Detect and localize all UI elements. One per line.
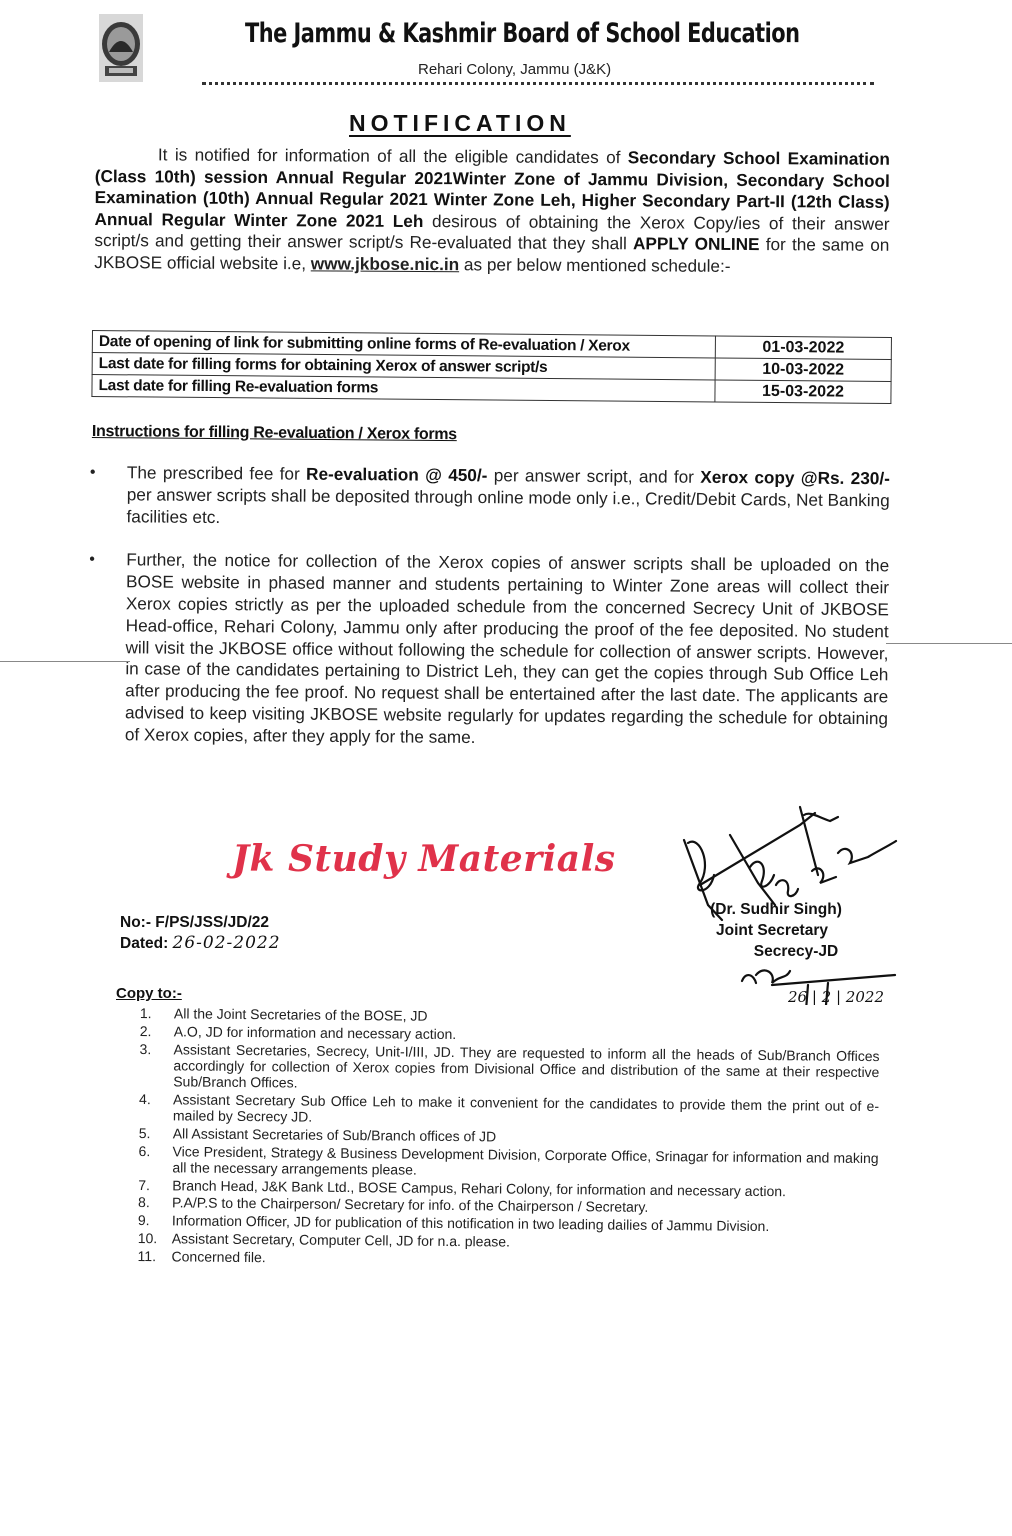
item-number: 8. <box>138 1194 150 1211</box>
item-text: All Assistant Secretaries of Sub/Branch offices of JD <box>172 1125 497 1145</box>
intro-text-3: for the same on JKBOSE official website i.e, <box>94 234 890 274</box>
schedule-label: Last date for filling forms for obtaining Xerox of answer script/s <box>92 353 715 380</box>
item-text: Assistant Secretary Sub Office Leh to make it convenient for the candidates to provide them the print out of e-mailed by Secrecy JD. <box>172 1091 880 1125</box>
bullet-icon: • <box>89 551 95 569</box>
scan-artifact-line <box>886 643 1012 644</box>
schedule-date: 15-03-2022 <box>715 380 891 404</box>
item-number: 11. <box>137 1247 157 1264</box>
list-item <box>89 462 889 534</box>
schedule-label: Date of opening of link for submitting online forms of Re-evaluation / Xerox <box>92 331 715 358</box>
board-address: Rehari Colony, Jammu (J&K) <box>418 61 612 78</box>
list-item <box>139 1041 879 1097</box>
item-number: 1. <box>139 1005 152 1022</box>
item-text: All the Joint Secretaries of the BOSE, JD <box>173 1005 428 1024</box>
bullet-text: per answer script, and for <box>487 465 701 487</box>
signatory-designation: Joint Secretary <box>716 922 828 939</box>
item-number: 6. <box>138 1142 151 1159</box>
schedule-date: 01-03-2022 <box>715 336 891 360</box>
copy-to-heading: Copy to:- <box>116 985 182 1002</box>
watermark-text: Jk Study Materials <box>232 838 616 880</box>
reference-date <box>120 933 281 954</box>
schedule-table <box>91 330 892 404</box>
item-text: Concerned file. <box>171 1248 266 1265</box>
intro-text-2: desirous of obtaining the Xerox Copy/ies of their answer script/s and getting their answer script/s Re-evaluated that they shall <box>94 210 890 254</box>
schedule-date: 10-03-2022 <box>715 358 891 382</box>
item-text: Branch Head, J&K Bank Ltd., BOSE Campus, Rehari Colony, for information and necessary action. <box>172 1176 787 1199</box>
instructions-heading: Instructions for filling Re-evaluation / Xerox forms <box>91 423 457 444</box>
xerox-fee: Xerox copy @Rs. 230/- <box>700 466 890 489</box>
apply-online-emphasis: APPLY ONLINE <box>632 233 760 255</box>
item-text: Vice President, Strategy & Business Development Division, Corporate Office, Srinagar for information and making all the necessary arrangements please. <box>172 1142 879 1178</box>
reference-number: No:- F/PS/JSS/JD/22 <box>120 914 270 931</box>
list-item <box>139 1091 879 1131</box>
item-text: Assistant Secretaries, Secrecy, Unit-I/III, JD. They are requested to inform all the heads of Sub/Branch Offices accordingly for collection of Xerox copies from Divisional Office and distribution of the same at their respective Sub/Branch Offices. <box>173 1040 880 1091</box>
list-item <box>88 549 890 751</box>
item-text: Information Officer, JD for publication of this notification in two leading dailies of Jammu Division. <box>171 1212 770 1235</box>
intro-text-4: as per below mentioned schedule:- <box>459 254 731 276</box>
bullet-icon: • <box>89 463 96 482</box>
signatory-office: Secrecy-JD <box>753 943 839 960</box>
item-number: 10. <box>137 1229 158 1247</box>
header-divider <box>202 82 874 85</box>
item-number: 2. <box>139 1022 152 1039</box>
item-text: P.A/P.S to the Chairperson/ Secretary for info. of the Chairperson / Secretary. <box>172 1194 649 1216</box>
intro-exam-sessions: Secondary School Examination (Class 10th) session Annual Regular 2021Winter Zone of Jammu Division, Secondary School Examination (10th) Annual Regular 2021 Winter Zone Leh, Higher Secondary Part-II (12th Class) Annual Regular Winter Zone 2021 Leh <box>94 147 890 231</box>
signatory-name: (Dr. Sudhir Singh) <box>710 901 842 918</box>
item-number: 5. <box>138 1124 151 1141</box>
handwritten-date: 26 | 2 | 2022 <box>788 988 884 1005</box>
schedule-label: Last date for filling Re-evaluation forms <box>92 375 715 402</box>
reference-block <box>120 913 281 954</box>
item-number: 4. <box>139 1090 151 1107</box>
scan-artifact-line <box>0 661 130 662</box>
page-title: NOTIFICATION <box>349 110 571 136</box>
instructions-list <box>88 462 890 774</box>
copy-to-list <box>137 1005 879 1273</box>
website-link[interactable]: www.jkbose.nic.in <box>310 253 460 275</box>
intro-text-1: It is notified for information of all the eligible candidates of <box>157 144 628 168</box>
item-number: 7. <box>138 1176 151 1193</box>
intro-paragraph <box>94 144 890 278</box>
reevaluation-fee: Re-evaluation @ 450/- <box>306 463 488 486</box>
bullet-text: The prescribed fee for <box>126 462 307 484</box>
signatory-block <box>686 899 866 962</box>
item-text: A.O, JD for information and necessary action. <box>173 1023 457 1042</box>
dated-label: Dated: <box>120 935 173 952</box>
item-number: 3. <box>139 1040 152 1057</box>
bullet-text: Further, the notice for collection of the Xerox copies of answer scripts shall be uploaded on the BOSE website in phased manner and students pertaining to Winter Zone areas will collect their Xerox copies strictly as per the uploaded schedule from the concerned Secrecy Unit of JKBOSE Head-office, Rehari Colony, Jammu only after producing the proof of the fee deposited. No student will visit the JKBOSE office without following the schedule for collection of answer scripts. However, in case of the candidates pertaining to District Leh, they can get the copies through Sub Office Leh after producing the fee proof. No request shall be entertained after the last date. The applicants are advised to keep visiting JKBOSE website regularly for updates regarding the schedule for obtaining of Xerox copies, after they apply for the same. <box>124 549 890 747</box>
list-item <box>138 1143 878 1183</box>
bullet-text: per answer scripts shall be deposited through online mode only i.e., Credit/Debit Cards, Net Banking facilities etc. <box>126 484 890 527</box>
dated-value: 26-02-2022 <box>172 933 281 953</box>
item-number: 9. <box>137 1212 150 1229</box>
item-text: Assistant Secretary, Computer Cell, JD for n.a. please. <box>171 1230 511 1250</box>
board-name: The Jammu & Kashmir Board of School Education <box>245 18 800 49</box>
